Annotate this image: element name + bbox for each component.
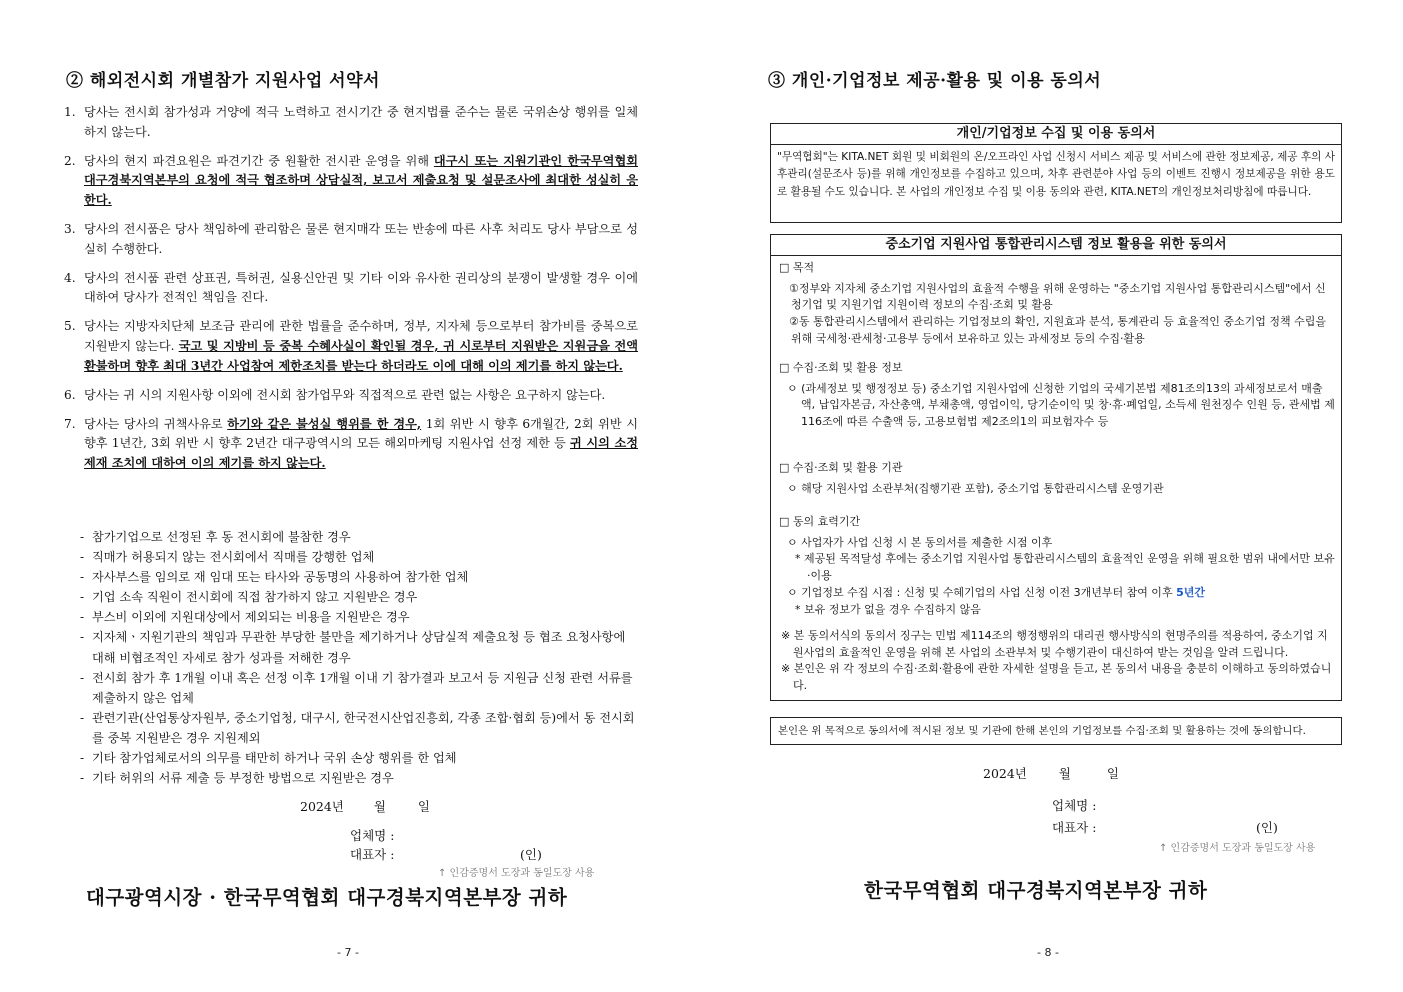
emphasized-text: 대구시 또는 지원기관인 한국무역협회 대구경북지역본부의 요청에 적극 협조하며 상담실적, 보고서 제출요청 및 설문조사에 최대한 성실히 응한다.	[84, 153, 639, 207]
consent-box-title: 개인/기업정보 수집 및 이용 동의서	[771, 124, 1341, 145]
seal-note: ↑ 인감증명서 도장과 동일도장 사용	[1159, 843, 1316, 854]
dash-marker: -	[80, 751, 85, 766]
dash-marker: -	[80, 610, 85, 625]
period-1-note: * 제공된 목적달성 후에는 중소기업 지원사업 통합관리시스템의 효율적인 운영을 위해 필요한 범위 내에서만 보유·이용	[795, 552, 1335, 583]
agency-heading: □ 수집·조회 및 활용 기관	[779, 461, 903, 474]
text-segment: 1회 위반 시 향후 6개월간, 2회 위반 시 향후 1년간, 3회 위반 시 향후 2년간 대구광역시의 모든 해외마케팅 지원사업 선정 제한 등	[84, 416, 638, 451]
violation-item-text: 전시회 참가 후 1개월 이내 혹은 선정 이후 1개월 이내 기 참가결과 보고서 등 지원금 신청 관련 서류를 제출하지 않은 업체	[92, 670, 633, 705]
consent-box-body: "무역협회"는 KITA.NET 회원 및 비회원의 온/오프라인 사업 신청시 서비스 제공 및 서비스에 관한 정보제공, 제공 후의 사후관리(설문조사 등)를 위해 개인정보를 수집하고 있으며, 차후 관련분야 사업 등의 이벤트 진행시 정보제공을 위한 용도로 활용될 수도 있습니다. 본 사업의 개인정보 수집 및 이용 동의와 관련, KITA.NET의 개인정보처리방침에 따릅니다.	[777, 151, 1335, 198]
text-segment: 당사는 귀 시의 지원사항 이외에 전시회 참가업무와 직접적으로 관련 없는 사항은 요구하지 않는다.	[84, 387, 606, 402]
sme-consent-box	[770, 234, 1342, 701]
pledge-item	[64, 415, 638, 474]
dash-marker: -	[80, 550, 85, 565]
notice-1: ※ 본 동의서식의 동의서 징구는 민법 제114조의 행정행위의 대리권 행사방식의 현명주의를 적용하여, 중소기업 지원사업의 효율적인 운영을 위해 본 사업의 소관부처 및 수행기관이 대신하여 받는 것임을 알려 드립니다.	[781, 629, 1328, 659]
consent-title: ③ 개인·기업정보 제공·활용 및 이용 동의서	[768, 71, 1102, 91]
violation-item	[80, 768, 638, 788]
violation-item-text: 부스비 이외에 지원대상에서 제외되는 비용을 지원받은 경우	[92, 610, 410, 625]
representative-label: 대표자 :	[350, 847, 395, 862]
pledge-item-text	[84, 103, 638, 142]
page-number: - 8 -	[1037, 946, 1059, 959]
company-name-label: 업체명 :	[350, 828, 395, 843]
pledge-item-text	[84, 269, 638, 308]
violation-item	[80, 668, 638, 708]
date-year: 2024년	[300, 799, 344, 814]
violation-item	[80, 527, 638, 547]
dash-marker: -	[80, 630, 85, 645]
text-segment: 당사는 지방자치단체 보조금 관리에 관한 법률을 준수하며, 정부, 지자체 등으로부터 참가비를 중복으로 지원받지 않는다.	[84, 319, 638, 353]
pledge-item-text	[84, 317, 638, 376]
notice-section	[779, 628, 1335, 695]
purpose-item-2: ②동 통합관리시스템에서 관리하는 기업정보의 확인, 지원효과 분석, 통계관리 등 효율적인 중소기업 정책 수립을 위해 국세청·관세청·고용부 등에서 보유하고 있는 과세정보 등의 수집·활용	[789, 315, 1326, 345]
emphasized-text: 국고 및 지방비 등 중복 수혜사실이 확인될 경우, 귀 시로부터 지원받은 지원금을 전액 환불하며 향후 최대 3년간 사업참여 제한조치를 받는다 하더라도 이에 대해 이의 제기를 하지 않는다.	[84, 338, 638, 373]
violation-item-text: 관련기관(산업통상자원부, 중소기업청, 대구시, 한국전시산업진흥회, 각종 조합·협회 등)에서 동 전시회를 중복 지원받은 경우 지원제외	[92, 710, 635, 745]
violation-item	[80, 748, 638, 768]
pledge-item-number: 6.	[64, 387, 76, 402]
pledge-item-text	[84, 386, 638, 406]
period-1: ㅇ 사업자가 사업 신청 시 본 동의서를 제출한 시점 이후	[787, 535, 1053, 549]
pledge-item	[64, 220, 638, 259]
violation-item-text: 기업 소속 직원이 전시회에 직접 참가하지 않고 지원받은 경우	[92, 590, 418, 605]
info-heading: □ 수집·조회 및 활용 정보	[779, 361, 903, 374]
text-segment: 당사는 전시회 참가성과 거양에 적극 노력하고 전시기간 중 현지법률 준수는 물론 국위손상 행위를 일체 하지 않는다.	[84, 105, 638, 139]
period-2	[779, 585, 1335, 602]
period-heading: □ 동의 효력기간	[779, 515, 861, 528]
pledge-item-number: 7.	[64, 416, 76, 431]
representative-label: 대표자 :	[1052, 820, 1097, 835]
agency-section	[779, 460, 1335, 497]
pledge-items	[64, 103, 638, 483]
violation-item-text: 기타 허위의 서류 제출 등 부정한 방법으로 지원받은 경우	[92, 771, 394, 786]
dash-marker: -	[80, 670, 85, 685]
addressee: 한국무역협회 대구경북지역본부장 귀하	[864, 879, 1208, 902]
text-segment: 당사의 전시품 관련 상표권, 특허권, 실용신안권 및 기타 이와 유사한 권리상의 분쟁이 발생할 경우 이에 대하여 당사가 전적인 책임을 진다.	[84, 270, 638, 305]
seal-mark: (인)	[1256, 820, 1278, 835]
seal-mark: (인)	[520, 847, 542, 862]
dash-marker: -	[80, 530, 85, 544]
info-text: ㅇ (과세정보 및 행정정보 등) 중소기업 지원사업에 신청한 기업의 국세기본법 제81조의13의 과세정보로서 매출액, 납입자본금, 자산총액, 부채총액, 영업이익, 당기순이익 및 창·휴·폐업일, 소득세 원천징수 인원 등, 관세법 제116조에 따른 수출액 등, 고용보험법 제2조의1의 피보험자수 등	[787, 381, 1335, 429]
purpose-heading: □ 목적	[779, 261, 815, 274]
page-number: - 7 -	[337, 946, 359, 959]
period-2-note: * 보유 정보가 없을 경우 수집하지 않음	[795, 602, 981, 616]
pledge-item-number: 2.	[64, 153, 76, 168]
period-2-highlight: 5년간	[1176, 585, 1205, 599]
pledge-item-text	[84, 152, 638, 211]
date-year: 2024년	[983, 766, 1027, 781]
agreement-statement: 본인은 위 목적으로 동의서에 적시된 정보 및 기관에 한해 본인의 기업정보를 수집·조회 및 활용하는 것에 동의합니다.	[770, 717, 1342, 745]
consent-date	[983, 764, 1119, 782]
page-7	[0, 0, 700, 992]
text-segment: 당사의 전시품은 당사 책임하에 관리함은 물론 현지매각 또는 반송에 따른 사후 처리도 당사 부담으로 성실히 수행한다.	[84, 221, 638, 256]
company-name-label: 업체명 :	[1052, 798, 1097, 813]
purpose-item-1: ①정부와 지자체 중소기업 지원사업의 효율적 수행을 위해 운영하는 "중소기업 지원사업 통합관리시스템"에서 신청기업 및 지원기업 지원이력 정보의 수집·조회 및 활용	[789, 281, 1326, 312]
violation-item-text: 지자체ㆍ지원기관의 책임과 무관한 부당한 불만을 제기하거나 상담실적 제출요청 등 협조 요청사항에 대해 비협조적인 자세로 참가 성과를 저해한 경우	[92, 630, 626, 665]
sme-box-title: 중소기업 지원사업 통합관리시스템 정보 활용을 위한 동의서	[771, 235, 1341, 256]
pledge-title: ② 해외전시회 개별참가 지원사업 서약서	[66, 71, 380, 91]
date-day: 일	[417, 799, 430, 814]
pledge-date	[300, 797, 430, 815]
pledge-item-text	[84, 220, 638, 259]
text-segment: 당사는 당사의 귀책사유로	[84, 416, 228, 431]
notice-2: ※ 본인은 위 각 정보의 수집·조회·활용에 관한 자세한 설명을 듣고, 본 동의서 내용을 충분히 이해하고 동의하였습니다.	[781, 662, 1332, 693]
violation-item-text: 직매가 허용되지 않는 전시회에서 직매를 강행한 업체	[92, 550, 375, 565]
pledge-item-text	[84, 415, 638, 474]
pledge-item-number: 1.	[64, 105, 76, 119]
text-segment: 당사의 현지 파견요원은 파견기간 중 원활한 전시관 운영을 위해	[84, 153, 434, 168]
dash-marker: -	[80, 590, 85, 605]
pledge-item	[64, 269, 638, 308]
violation-item	[80, 547, 638, 567]
violation-item-text: 참가기업으로 선정된 후 동 전시회에 불참한 경우	[92, 530, 351, 544]
dash-marker: -	[80, 771, 85, 786]
violation-list	[80, 527, 638, 788]
pledge-item-number: 4.	[64, 270, 76, 285]
violation-item	[80, 567, 638, 587]
agency-text: ㅇ 해당 지원사업 소관부처(집행기관 포함), 중소기업 통합관리시스템 운영기관	[787, 481, 1164, 495]
dash-marker: -	[80, 710, 85, 725]
purpose-section	[779, 260, 1335, 348]
pledge-item	[64, 103, 638, 142]
violation-item	[80, 587, 638, 607]
dash-marker: -	[80, 570, 85, 585]
pledge-item-number: 3.	[64, 221, 76, 236]
emphasized-text: 귀 시의 소정 제재 조치에 대하여 이의 제기를 하지 않는다.	[84, 436, 638, 470]
violation-item-text: 자사부스를 임의로 재 임대 또는 타사와 공동명의 사용하여 참가한 업체	[92, 570, 469, 585]
pledge-item	[64, 386, 638, 406]
date-month: 월	[373, 799, 386, 814]
date-month: 월	[1058, 766, 1071, 781]
addressee: 대구광역시장 · 한국무역협회 대구경북지역본부장 귀하	[86, 886, 568, 909]
violation-item	[80, 607, 638, 627]
pledge-item-number: 5.	[64, 319, 76, 334]
info-section	[779, 360, 1335, 431]
violation-item-text: 기타 참가업체로서의 의무를 태만히 하거나 국위 손상 행위를 한 업체	[92, 751, 457, 766]
pledge-item	[64, 317, 638, 376]
seal-note: ↑ 인감증명서 도장과 동일도장 사용	[438, 868, 595, 879]
page-8	[700, 0, 1403, 992]
emphasized-text: 하기와 같은 불성실 행위를 한 경우,	[227, 416, 422, 431]
period-2-text: ㅇ 기업정보 수집 시점 : 신청 및 수혜기업의 사업 신청 이전 3개년부터 참여 이후	[787, 585, 1177, 599]
violation-item	[80, 708, 638, 748]
date-day: 일	[1106, 766, 1119, 781]
period-section	[779, 514, 1335, 618]
personal-info-consent-box	[770, 123, 1342, 223]
violation-item	[80, 627, 638, 667]
pledge-item	[64, 152, 638, 211]
